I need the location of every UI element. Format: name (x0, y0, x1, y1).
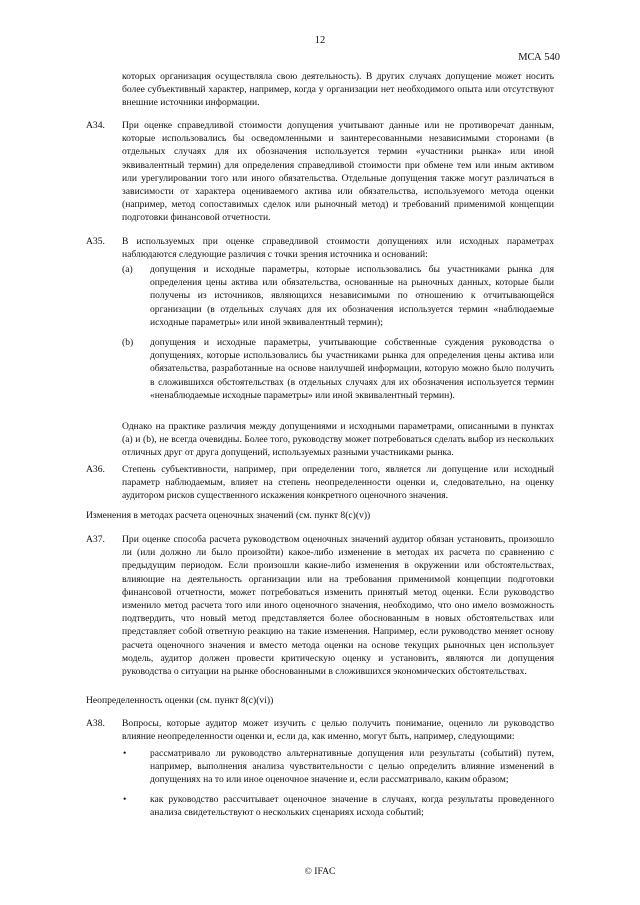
list-item-a: допущения и исходные параметры, которые использовались бы участниками рынка для определения цены актива или обязательства, основанные на рыночных данных, которые были получены из источников, являющихся независимыми по отношению к отчитывающейся организации (в отдельных случаях для их обозначения используется термин «наблюдаемые исходные параметры» или иной эквивалентный термин); (150, 264, 554, 328)
paragraph-label-a37: A37. (86, 534, 105, 545)
footer-copyright: © IFAC (304, 866, 336, 877)
item-label-b: (b) (122, 337, 134, 348)
section-heading-uncertainty: Неопределенность оценки (см. пункт 8(c)(vi)) (86, 695, 274, 706)
paragraph-label-a38: A38. (86, 718, 105, 729)
paragraph-label-a35: A35. (86, 236, 105, 247)
paragraph-a35-closing: Однако на практике различия между допущениями и исходными параметрами, описанными в пунктах (a) и (b), не всегда очевидны. Более того, руководству может потребоваться сделать выбор из нескольких отличных друг от друга допущений, используемых разными участниками рынка. (122, 421, 554, 459)
paragraph-a34: При оценке справедливой стоимости допущения учитывают данные или не противоречат данным, которые использовались бы осведомленными и заинтересованными независимыми сторонами (в отдельных случаях для их обозначения используется термин «участники рынка» или иной эквивалентный термин) для определения справедливой стоимости при обмене тем или иным активом или урегулировании того или иного обязательства. Отдельные допущения также могут различаться в зависимости от характера оцениваемого актива или обязательства, используемого метода оценки (например, метод сопоставимых сделок или рыночный метод) и требований применимой концепции подготовки финансовой отчетности. (122, 120, 554, 224)
bullet-icon: • (123, 794, 127, 805)
bullet-icon: • (123, 748, 127, 759)
bullet-item-1: рассматривало ли руководство альтернативные допущения или результаты (событий) путем, например, выполнения анализа чувствительности с целью определить влияние изменений в допущениях на то или иное оценочное значение и, если рассматривало, каким образом; (150, 748, 554, 786)
item-label-a: (a) (122, 264, 133, 275)
list-item-b: допущения и исходные параметры, учитывающие собственные суждения руководства о допущениях, которые использовались бы участниками рынка для определения цены актива или обязательства, разработанные на основе наилучшей информации, которую можно было получить в сложившихся обстоятельствах (в отдельных случаях для их обозначения используется термин «ненаблюдаемые исходные параметры» или иной эквивалентный термин). (150, 337, 554, 401)
paragraph-a37: При оценке способа расчета руководством оценочных значений аудитор обязан установить, произошло ли (или должно ли было произойти) какое-либо изменение в методах их расчета по сравнению с предыдущим периодом. Если произошли какие-либо изменения в окружении или обстоятельствах, влияющие на деятельность организации или на требования применимой концепции подготовки финансовой отчетности, может потребоваться изменить принятый метод оценки. Если руководство изменило метод расчета того или иного оценочного значения, необходимо, что оно имело возможность подтвердить, что новый метод представляется более обоснованным в новых обстоятельствах или представляет собой ответную реакцию на такие изменения. Например, если руководство меняет основу расчета оценочного значения и вместо метода оценки на основе текущих рыночных цен использует модель, аудитор должен провести критическую оценку и установить, являются ли допущения руководства о ситуации на рынке обоснованными в сложившихся экономических обстоятельствах. (122, 534, 554, 678)
section-heading-changes: Изменения в методах расчета оценочных значений (см. пункт 8(c)(v)) (86, 510, 371, 521)
intro-paragraph: которых организация осуществляла свою деятельность). В других случаях допущение может носить более субъективный характер, например, когда у организации нет необходимого опыта или отсутствуют внешние источники информации. (122, 71, 554, 109)
bullet-item-2: как руководство рассчитывает оценочное значение в случаях, когда результаты проведенного анализа свидетельствуют о нескольких сценариях исхода событий; (150, 794, 554, 819)
paragraph-label-a36: A36. (86, 464, 105, 475)
page-number: 12 (314, 35, 326, 46)
paragraph-a35: В используемых при оценке справедливой стоимости допущениях или исходных параметрах наблюдаются следующие различия с точки зрения источника и оснований: (122, 236, 554, 261)
document-code: МСА 540 (518, 52, 560, 63)
paragraph-a36: Степень субъективности, например, при определении того, является ли допущение или исходный параметр наблюдаемым, влияет на степень неопределенности оценки и, следовательно, на оценку аудитором рисков существенного искажения конкретного оценочного значения. (122, 464, 554, 502)
paragraph-a38: Вопросы, которые аудитор может изучить с целью получить понимание, оценило ли руководство влияние неопределенности оценки и, если да, как именно, могут быть, например, следующими: (122, 718, 554, 743)
paragraph-label-a34: A34. (86, 120, 105, 131)
